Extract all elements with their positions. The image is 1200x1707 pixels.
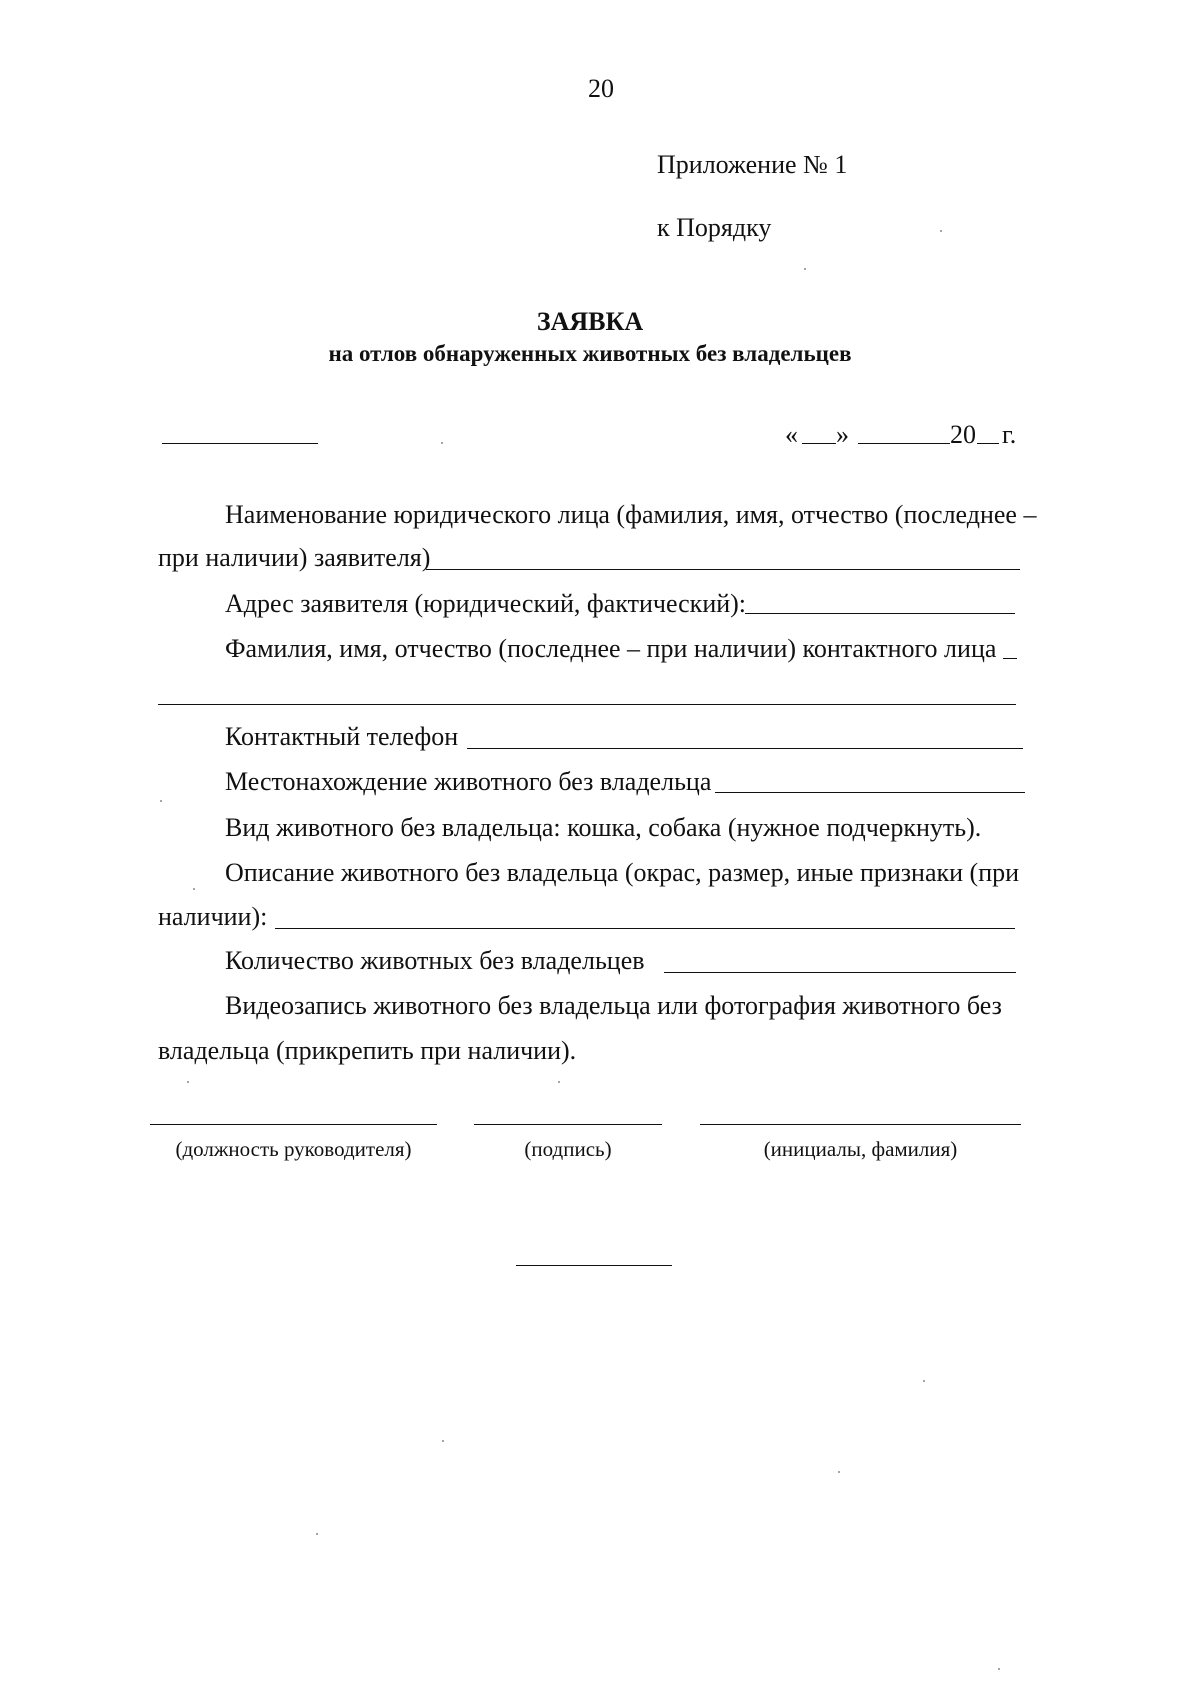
legal-name-label-cont: при наличии) заявителя) bbox=[158, 543, 431, 572]
media-label: Видеозапись животного без владельца или фотография животного без bbox=[225, 991, 1002, 1020]
closing-rule bbox=[516, 1265, 672, 1266]
phone-blank[interactable] bbox=[467, 748, 1023, 749]
address-label: Адрес заявителя (юридический, фактический): bbox=[225, 589, 747, 618]
scan-speck bbox=[558, 1081, 560, 1083]
signature-line[interactable] bbox=[474, 1124, 662, 1125]
appendix-reference: к Порядку bbox=[657, 213, 772, 242]
media-label-cont: владельца (прикрепить при наличии). bbox=[158, 1036, 577, 1065]
description-label: Описание животного без владельца (окрас, размер, иные признаки (при bbox=[225, 858, 1020, 887]
contact-person-blank-end[interactable] bbox=[1003, 658, 1017, 659]
scan-speck bbox=[441, 442, 443, 444]
scan-speck bbox=[804, 268, 806, 270]
scan-speck bbox=[442, 1440, 444, 1442]
position-caption: (должность руководителя) bbox=[175, 1137, 412, 1161]
contact-person-label: Фамилия, имя, отчество (последнее – при наличии) контактного лица bbox=[225, 634, 997, 663]
scan-speck bbox=[316, 1533, 318, 1535]
location-blank[interactable] bbox=[715, 792, 1025, 793]
appendix-number: Приложение № 1 bbox=[657, 150, 848, 179]
scan-speck bbox=[940, 230, 942, 232]
page-number: 20 bbox=[588, 74, 614, 103]
date-open-quote: « bbox=[785, 420, 798, 449]
scan-speck bbox=[998, 1668, 1000, 1670]
description-label-cont: наличии): bbox=[158, 902, 268, 931]
location-label: Местонахождение животного без владельца bbox=[225, 767, 712, 796]
legal-name-blank[interactable] bbox=[426, 569, 1020, 570]
scan-speck bbox=[193, 888, 195, 890]
date-day-blank[interactable] bbox=[802, 443, 836, 444]
species-label: Вид животного без владельца: кошка, собака (нужное подчеркнуть). bbox=[225, 813, 982, 842]
count-blank[interactable] bbox=[664, 972, 1016, 973]
scan-speck bbox=[187, 1081, 189, 1083]
phone-label: Контактный телефон bbox=[225, 722, 459, 751]
name-signature-line[interactable] bbox=[700, 1124, 1021, 1125]
address-blank[interactable] bbox=[745, 613, 1015, 614]
date-month-blank[interactable] bbox=[858, 443, 950, 444]
scan-speck bbox=[838, 1471, 840, 1473]
document-subtitle: на отлов обнаруженных животных без владельцев bbox=[328, 341, 852, 366]
place-blank[interactable] bbox=[162, 443, 318, 444]
position-signature-line[interactable] bbox=[150, 1124, 437, 1125]
scan-speck bbox=[923, 1380, 925, 1382]
date-year-suffix: г. bbox=[1002, 420, 1017, 449]
document-title: ЗАЯВКА bbox=[536, 307, 644, 336]
contact-person-blank[interactable] bbox=[158, 704, 1016, 705]
name-caption: (инициалы, фамилия) bbox=[763, 1137, 958, 1161]
date-year-blank[interactable] bbox=[977, 443, 999, 444]
date-close-quote: » bbox=[836, 420, 849, 449]
description-blank[interactable] bbox=[275, 928, 1015, 929]
signature-caption: (подпись) bbox=[524, 1137, 612, 1161]
date-year-prefix: 20 bbox=[950, 420, 976, 449]
scan-speck bbox=[160, 800, 162, 802]
count-label: Количество животных без владельцев bbox=[225, 946, 645, 975]
legal-name-label: Наименование юридического лица (фамилия, имя, отчество (последнее – bbox=[225, 500, 1037, 529]
